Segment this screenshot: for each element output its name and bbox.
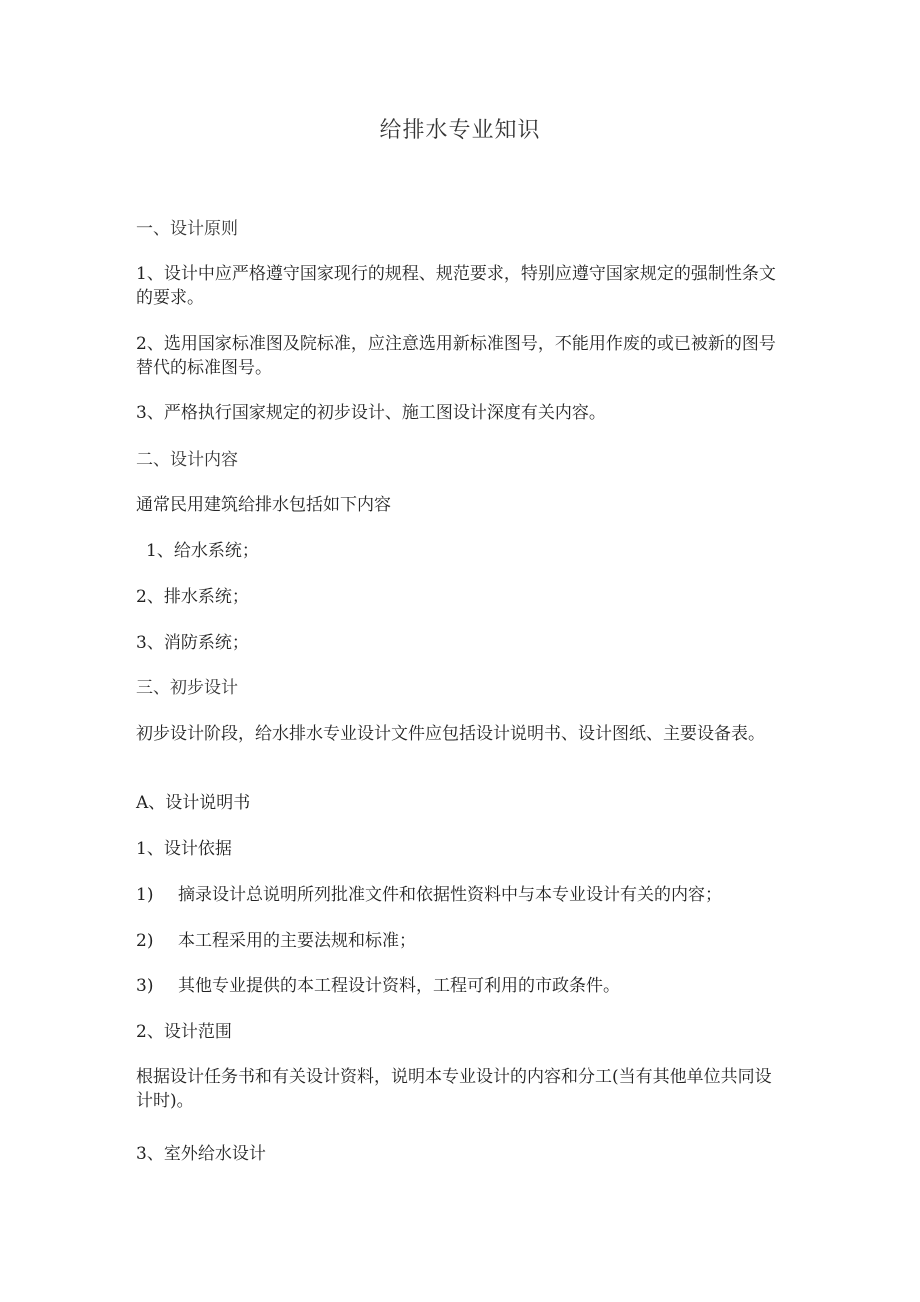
list-number: 1) [136, 885, 154, 905]
list-item-fire-protection: 3、消防系统； [136, 633, 249, 653]
list-text: 其他专业提供的本工程设计资料，工程可利用的市政条件。 [178, 976, 620, 996]
section-heading-design-content: 二、设计内容 [136, 450, 238, 470]
paragraph-preliminary-stage: 初步设计阶段，给水排水专业设计文件应包括设计说明书、设计图纸、主要设备表。 [136, 724, 765, 744]
paragraph-design-scope: 根据设计任务书和有关设计资料，说明本专业设计的内容和分工(当有其他单位共同设计时)。 [136, 1067, 772, 1111]
list-item-basis-3 [136, 974, 788, 998]
section-heading-design-principles: 一、设计原则 [136, 219, 238, 239]
paragraph-principle-3: 3、严格执行国家规定的初步设计、施工图设计深度有关内容。 [136, 403, 606, 423]
list-item-water-supply: 1、给水系统； [146, 541, 259, 561]
list-text: 本工程采用的主要法规和标准； [178, 931, 416, 951]
subheading-design-basis: 1、设计依据 [136, 839, 232, 859]
list-item-drainage: 2、排水系统； [136, 587, 249, 607]
subheading-outdoor-water-supply: 3、室外给水设计 [136, 1144, 266, 1164]
document-title: 给排水专业知识 [379, 118, 541, 143]
list-item-basis-1 [136, 883, 788, 907]
paragraph-principle-2: 2、选用国家标准图及院标准，应注意选用新标准图号，不能用作废的或已被新的图号替代的标准图号。 [136, 334, 776, 378]
paragraph-content-intro: 通常民用建筑给排水包括如下内容 [136, 495, 391, 515]
list-number: 2) [136, 931, 154, 951]
subheading-design-description: A、设计说明书 [136, 793, 251, 813]
list-item-basis-2 [136, 929, 788, 953]
paragraph-principle-1: 1、设计中应严格遵守国家现行的规程、规范要求，特别应遵守国家规定的强制性条文的要求。 [136, 264, 776, 308]
list-number: 3) [136, 976, 154, 996]
list-text: 摘录设计总说明所列批准文件和依据性资料中与本专业设计有关的内容； [178, 885, 722, 905]
section-heading-preliminary-design: 三、初步设计 [136, 678, 238, 698]
subheading-design-scope: 2、设计范围 [136, 1022, 232, 1042]
